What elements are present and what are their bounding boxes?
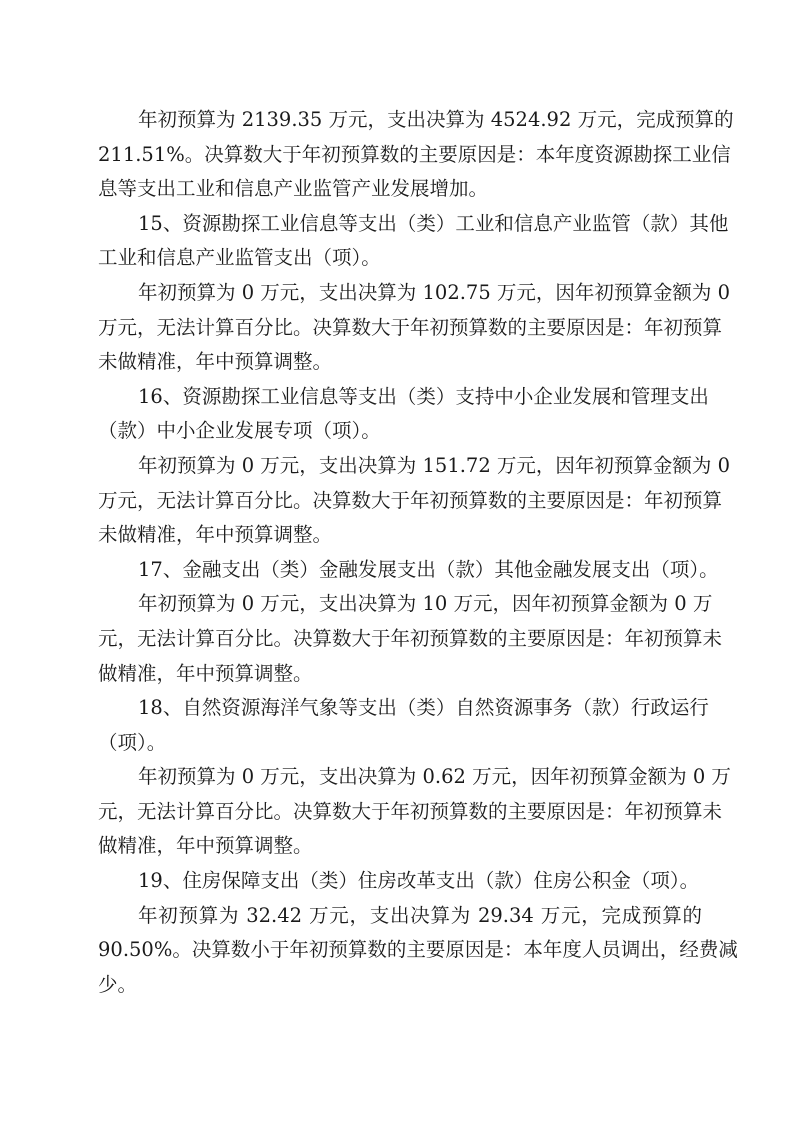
text-line: 15、资源勘探工业信息等支出（类）工业和信息产业监管（款）其他 [138, 211, 729, 235]
text-line: 元，无法计算百分比。决算数大于年初预算数的主要原因是：年初预算未 [98, 799, 723, 823]
text-line: 16、资源勘探工业信息等支出（类）支持中小企业发展和管理支出 [138, 384, 709, 408]
paragraph [98, 864, 702, 899]
text-line: 年初预算为 0 万元，支出决算为 151.72 万元，因年初预算金额为 0 [138, 453, 731, 477]
text-line: 19、住房保障支出（类）住房改革支出（款）住房公积金（项）。 [138, 869, 700, 893]
text-line: 90.50%。决算数小于年初预算数的主要原因是：本年度人员调出，经费减 [98, 938, 738, 962]
text-line: 年初预算为 32.42 万元，支出决算为 29.34 万元，完成预算的 [138, 903, 702, 927]
text-line: 工业和信息产业监管支出（项）。 [98, 246, 381, 270]
paragraph [98, 207, 729, 276]
text-line: 未做精准，年中预算调整。 [98, 523, 333, 547]
text-line: 未做精准，年中预算调整。 [98, 350, 333, 374]
text-line: 211.51%。决算数大于年初预算数的主要原因是：本年度资源勘探工业信 [98, 142, 731, 166]
text-line: 万元，无法计算百分比。决算数大于年初预算数的主要原因是：年初预算 [98, 488, 723, 512]
text-line: （款）中小企业发展专项（项）。 [98, 419, 381, 443]
text-line: （项）。 [98, 730, 167, 754]
paragraph [98, 276, 731, 380]
text-line: 18、自然资源海洋气象等支出（类）自然资源事务（款）行政运行 [138, 696, 709, 720]
text-line: 少。 [98, 972, 138, 996]
paragraph [98, 553, 719, 588]
paragraph [98, 449, 731, 553]
text-line: 年初预算为 0 万元，支出决算为 0.62 万元，因年初预算金额为 0 万 [138, 765, 731, 789]
text-line: 万元，无法计算百分比。决算数大于年初预算数的主要原因是：年初预算 [98, 315, 723, 339]
text-line: 息等支出工业和信息产业监管产业发展增加。 [98, 177, 489, 201]
text-line: 年初预算为 2139.35 万元，支出决算为 4524.92 万元，完成预算的 [138, 108, 734, 131]
text-line: 17、金融支出（类）金融发展支出（款）其他金融发展支出（项）。 [138, 557, 719, 581]
paragraph [98, 587, 723, 691]
paragraph [98, 691, 709, 760]
paragraph [98, 899, 738, 1003]
paragraph [98, 103, 734, 207]
text-line: 年初预算为 0 万元，支出决算为 10 万元，因年初预算金额为 0 万 [138, 592, 713, 616]
paragraph [98, 380, 709, 449]
text-line: 做精准，年中预算调整。 [98, 834, 313, 858]
text-line: 元，无法计算百分比。决算数大于年初预算数的主要原因是：年初预算未 [98, 626, 723, 650]
text-line: 做精准，年中预算调整。 [98, 661, 313, 685]
document-body [98, 103, 738, 1002]
paragraph [98, 760, 731, 864]
text-line: 年初预算为 0 万元，支出决算为 102.75 万元，因年初预算金额为 0 [138, 280, 731, 304]
